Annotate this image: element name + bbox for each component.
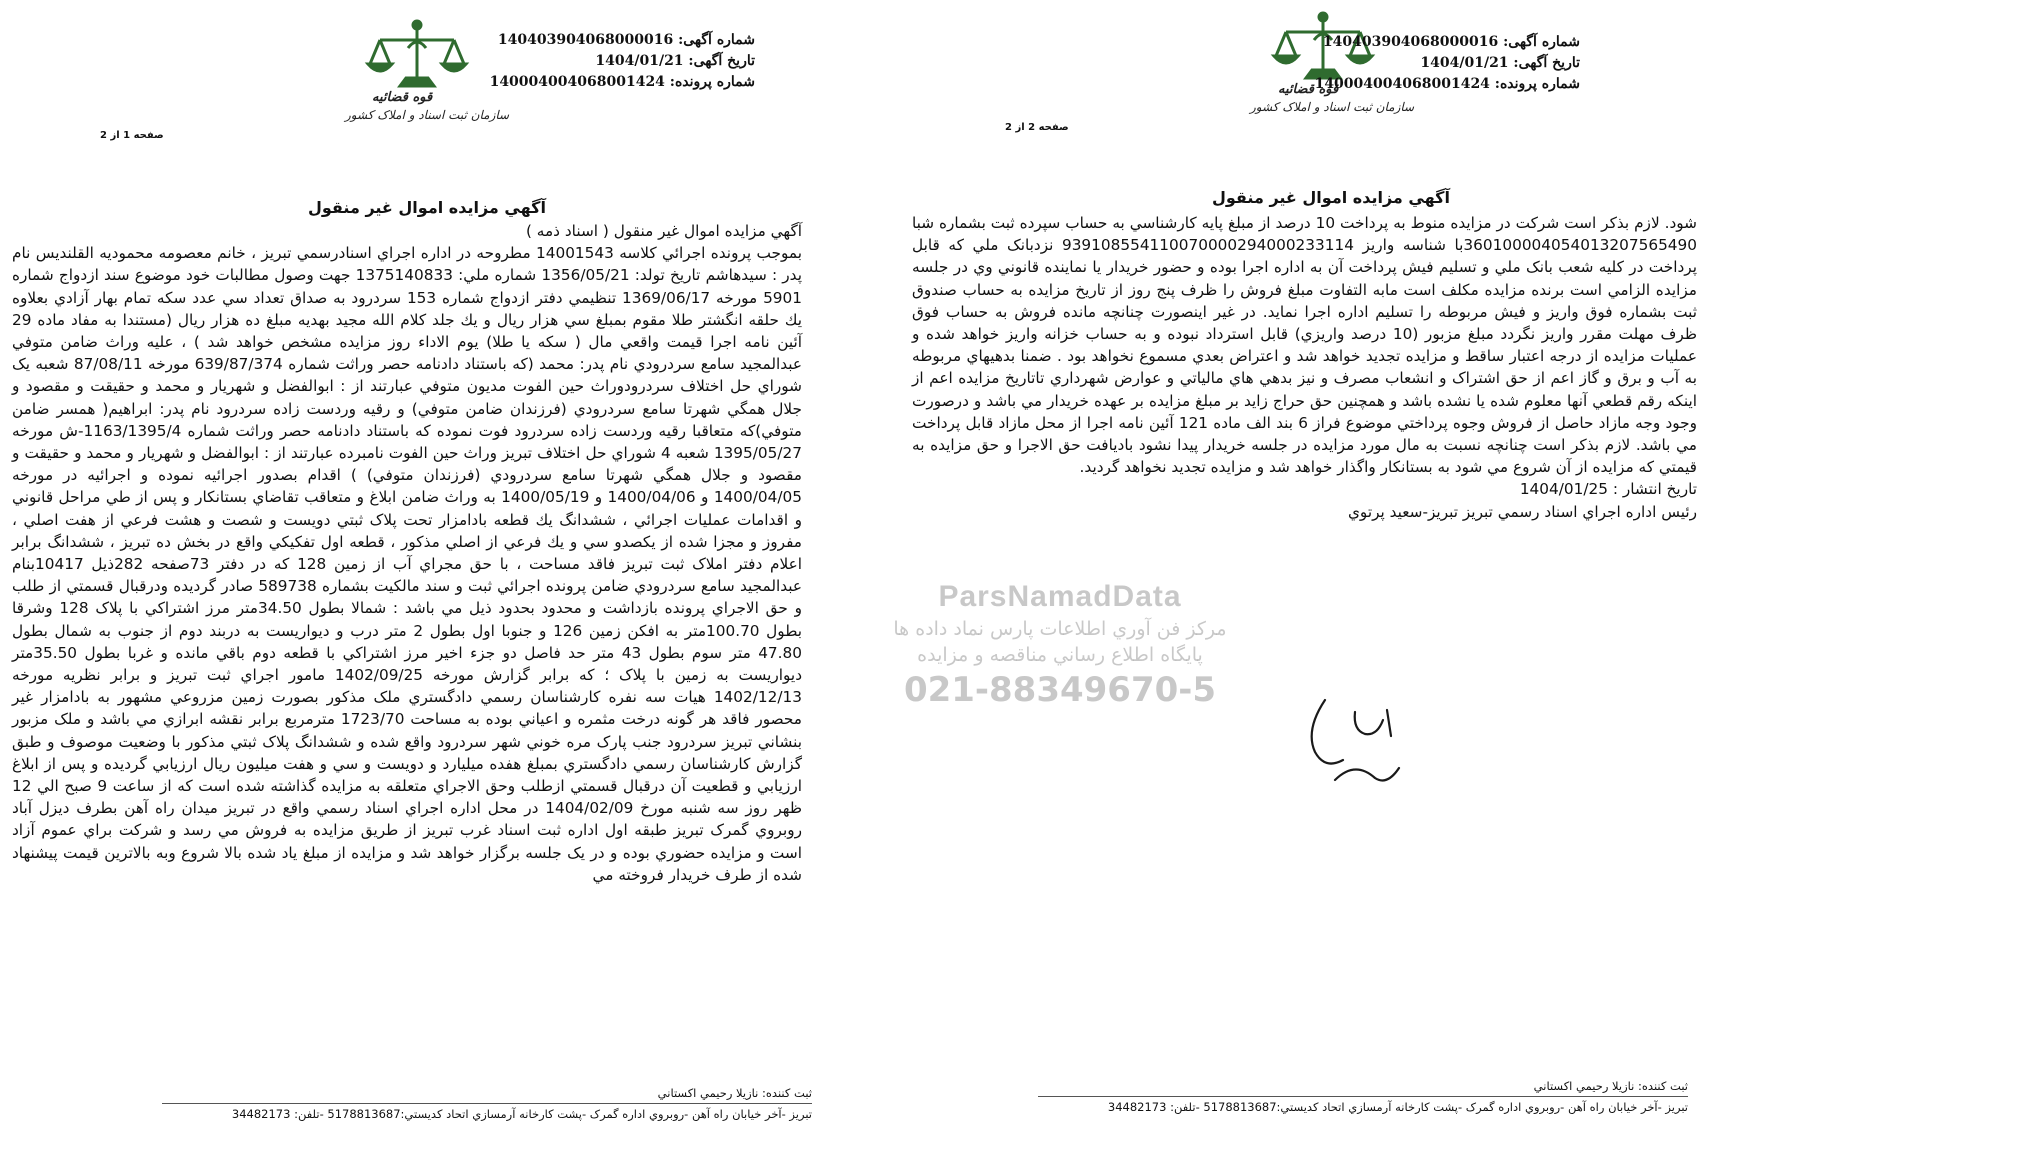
footer-address: تبريز -آخر خيابان راه آهن -روبروي اداره گمرک -پشت كارخانه آرمسازي اتحاد كديستي:5178813687 -تلفن: 34482173 (231, 1107, 812, 1121)
ad-number: 140403904068000016 (497, 32, 674, 48)
ad-date-label: تاریخ آگهی: (688, 53, 755, 69)
registrar-label: ثبت كننده: (1638, 1079, 1688, 1093)
footer-address: تبريز -آخر خيابان راه آهن -روبروي اداره گمرک -پشت كارخانه آرمسازي اتحاد كديستي:5178813687 -تلفن: 34482173 (1107, 1100, 1688, 1114)
organization-name: سازمان ثبت اسناد و املاک کشور (345, 108, 510, 122)
announcement-title: آگهي مزايده اموال غير منقول (308, 198, 546, 217)
body-paragraph: شود. لازم بذكر است شركت در مزايده منوط به پرداخت 10 درصد از مبلغ پايه كارشناسي به حساب سپرده ثبت بشماره شبا 360100004054013207565490با شناسه واريز 939108554110070000294000233114 نزدبانک ملي كه قابل پرداخت در كليه شعب بانک ملي و تسليم فيش پرداخت آن به اداره اجرا بوده و حضور خريدار يا نماينده قانوني وي در جلسه مزايده الزامي است برنده مزايده مكلف است مابه التفاوت مبلغ فروش را ظرف پنج روز از تاريخ مزايده به حساب صندوق ثبت بشماره فوق واريز و فيش مربوطه را تسليم اداره اجرا نمايد. در غير اينصورت چنانچه مانده فروش به حساب فوق ظرف مهلت مقرر واريز نگردد مبلغ مزبور (10 درصد واريزي) قابل استرداد نبوده و به حساب خزانه واريز خواهد شده و عمليات مزايده از درجه اعتبار ساقط و مزايده تجديد خواهد شد و اعتراض بعدي مسموع نخواهد بود . ضمنا بدهيهاي مربوطه به آب و برق و گاز اعم از حق اشتراک و انشعاب مصرف و نيز بدهي هاي مالياتي و عوارض شهرداري تاتاريخ مزايده اعم از اينكه رقم قطعي آنها معلوم شده يا نشده باشد و همچنين حق حراج زايد بر مبلغ مزايده بر عهده خريدار مي باشد و درصورت وجود وجه مازاد حاصل از فروش وجوه پرداختي موضوع فراز 6 بند الف ماده 121 آئين نامه اجرا از محل مازاد قابل پرداخت مي باشد. لازم بذكر است چنانچه نسبت به مال مورد مزايده در جلسه خريدار پيدا نشود باديافت حق الاجرا و حق مزايده به قيمتي كه مزايده از آن شروع مي شود به بستانكار واگذار خواهد شد و مزايده تجديد نخواهد گرديد. (912, 214, 1697, 477)
announcement-header (490, 30, 755, 93)
page-number: صفحه 1 از 2 (100, 130, 164, 141)
announcement-page-1 (0, 0, 910, 1158)
publication-date: تاريخ انتشار : 1404/01/25 (1519, 480, 1697, 499)
ad-date: 1404/01/21 (1420, 55, 1509, 71)
signatory: رئيس اداره اجراي اسناد رسمي تبريز تبريز-سعيد پرتوي (1347, 502, 1697, 521)
page-number: صفحه 2 از 2 (1005, 122, 1069, 133)
watermark-line-2: پايگاه اطلاع رساني مناقصه و مزايده (917, 644, 1203, 666)
announcement-title: آگهي مزايده اموال غير منقول (1212, 188, 1450, 207)
ad-number: 140403904068000016 (1322, 34, 1499, 50)
ad-date: 1404/01/21 (595, 53, 684, 69)
footer-divider (162, 1103, 812, 1104)
ad-date-label: تاریخ آگهی: (1513, 55, 1580, 71)
watermark-phone: 021-88349670-5 (903, 670, 1217, 710)
body-paragraph: بموجب پرونده اجرائي كلاسه 14001543 مطروحه در اداره اجراي اسنادرسمي تبريز ، خانم معصومه محموديه القلنديس نام پدر : سيدهاشم تاريخ تولد: 1356/05/21 شماره ملي: 1375140833 جهت وصول مطالبات خود موضوع سند ازدواج شماره 5901 مورخه 1369/06/17 تنظيمي دفتر ازدواج شماره 153 سردرود به صداق تعداد سي عدد سكه تمام بهار آزادي بعلاوه يك حلقه انگشتر طلا مقوم بمبلغ سي هزار ريال و يك جلد كلام الله مجيد بهديه مبلغ ده هزار ريال (مستندا به مفاد ماده 29 آئين نامه اجرا قيمت واقعي مال ( سكه يا طلا) يوم الاداء روز مزايده مشخص خواهد شد ) ، عليه وراث ضامن متوفي عبدالمجيد سامع سردرودي نام پدر: محمد (كه باستناد دادنامه حصر وراثت شماره 639/87/374 مورخه 87/08/11 شعبه يک شوراي حل اختلاف سردرودوراث حين الفوت مديون متوفي عبارتند از : ابوالفضل و شهريار و محمد و حقيقت و مقصود و جلال همگي شهرتا سامع سردرودي (فرزندان ضامن متوفي) و رقيه وردست زاده سردرود نام پدر: ابراهيم( همسر ضامن متوفي)كه متعاقبا رقيه وردست زاده سردرود فوت نموده كه باستناد دادنامه حصر وراثت شماره 1163/1395/4-ش مورخه 1395/05/27 شعبه 4 شوراي حل اختلاف تبريز وراث حين الفوت نامبرده عبارتند از : ابوالفضل و شهريار و محمد و حقيقت و مقصود و جلال همگي شهرتا سامع سردرودي (فرزندان متوفي) ) اقدام بصدور اجرائيه نموده و اجرائيه در مورخه 1400/04/05 و 1400/04/06 و 1400/05/19 به وراث ضامن ابلاغ و متعاقب تقاضاي بستانكار و پس از طي مراحل قانوني و اقدامات عمليات اجرائي ، ششدانگ يك قطعه بادامزار تحت پلاک ثبتي دويست و شصت و هشت فرعي از هفت اصلي ، مفروز و مجزا شده از يكصدو سي و يك فرعي از اصلي مذكور ، قطعه اول تفكيكي واقع در بخش ده تبريز ، ششدانگ برابر اعلام دفتر املاک ثبت تبريز فاقد مساحت ، با حق مجراي آب از زمين 128 كه در دفتر 73صفحه 282ذيل 10417بنام عبدالمجيد سامع سردرودي ضامن پرونده اجرائي ثبت و سند مالكيت بشماره 589738 صادر گرديده ودرقبال قسمتي از طلب و حق الاجراي پرونده بازداشت و محدود بحدود ذيل مي باشد : شمالا بطول 34.50متر مرز اشتراكي با پلاک 128 وشرقا بطول 100.70متر به افكن زمين 126 و جنوبا اول بطول 2 متر درب و ديواريست به دربند دوم از جنوب به شمال بطول 47.80 متر سوم بطول 43 متر حد فاصل دو جزء اخير مرز اشتراكي با قطعه دوم باقي مانده و غربا بطول 35.50متر ديواريست به زمين با پلاک ؛ كه برابر گزارش مورخه 1402/09/25 مامور اجراي ثبت تبريز و برابر نظريه مورخه 1402/12/13 هيات سه نفره كارشناسان رسمي دادگستري ملک مذكور بصورت زمين مزروعي مشهور به بادامزار غير محصور فاقد هر گونه درخت مثمره و اعياني بوده به مساحت 1723/70 مترمربع برابر نقشه ابرازي مي باشد و ملک مزبور بنشاني تبريز سردرود جنب پارک مره خوني شهر سردرود واقع شده و ششدانگ پلاک ثبتي مذكور با وضعيت موصوف و طبق گزارش كارشناسان رسمي دادگستري بمبلغ هفده ميليارد و دويست و سي و هفت ميليون ريال ارزيابي گرديده و پس از ابلاغ ارزيابي و قطعيت آن درقبال قسمتي ازطلب وحق الاجراي متعلقه به مزايده گذاشته شده است كه از ساعت 9 صبح الي 12 ظهر روز سه شنبه مورخ 1404/02/09 در محل اداره اجراي اسناد رسمي واقع در تبريز ميدان راه آهن بطرف ديزل آباد روبروي گمرک تبريز طبقه اول اداره ثبت اسناد غرب تبريز از طريق مزايده به فروش مي رسد و شركت براي عموم آزاد است و مزايده حضوري بوده و در يک جلسه برگزار خواهد شد و مزايده از مبلغ ياد شده بالا شروع وبه بالاترين قيمت پيشنهاد شده از طرف خريدار فروخته مي (12, 244, 803, 884)
case-number: 140004004068001424 (489, 74, 665, 90)
registrar-name: نازيلا رحيمي اكستاني (657, 1086, 759, 1100)
case-number-label: شماره پرونده: (1494, 76, 1580, 92)
judiciary-name: قوه قضائیه (1278, 82, 1339, 97)
handwritten-signature (1295, 690, 1415, 794)
ad-number-label: شماره آگهی: (678, 32, 755, 48)
organization-name: سازمان ثبت اسناد و املاک کشور (1250, 100, 1415, 114)
body-heading: آگهي مزايده اموال غير منقول ( اسناد ذمه ) (525, 222, 802, 240)
page-footer (1038, 1078, 1688, 1115)
registrar-label: ثبت كننده: (762, 1086, 812, 1100)
watermark-line-1: مركز فن آوري اطلاعات پارس نماد داده ها (893, 618, 1227, 640)
judiciary-name: قوه قضائیه (372, 90, 433, 105)
case-number-label: شماره پرونده: (669, 74, 755, 90)
announcement-page-2 (900, 0, 1720, 1158)
announcement-body (12, 220, 802, 886)
case-number: 140004004068001424 (1314, 76, 1490, 92)
registrar-name: نازيلا رحيمي اكستاني (1533, 1079, 1635, 1093)
footer-divider (1038, 1096, 1688, 1097)
page-footer (162, 1085, 812, 1122)
watermark-brand: ParsNamadData (938, 580, 1182, 613)
ad-number-label: شماره آگهی: (1503, 34, 1580, 50)
announcement-body (912, 212, 1697, 523)
announcement-header (1315, 32, 1580, 95)
